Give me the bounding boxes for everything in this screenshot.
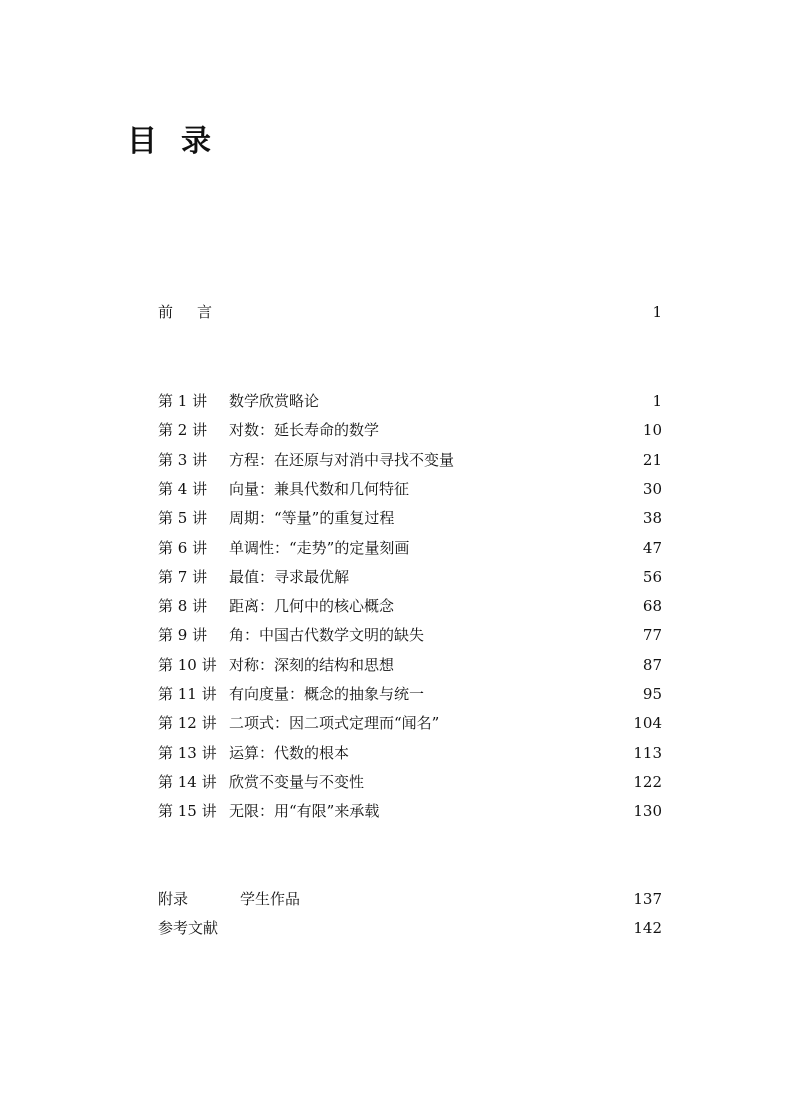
page-number: 47	[642, 538, 662, 557]
lecture-title: 最值：寻求最优解	[229, 567, 350, 586]
page-number: 10	[642, 421, 662, 440]
lecture-title: 对数：延长寿命的数学	[229, 421, 380, 440]
page-number: 68	[642, 597, 662, 616]
toc-entry-references[interactable]	[158, 916, 662, 940]
toc-entry-lecture[interactable]	[158, 536, 662, 560]
lecture-number: 第 7 讲	[158, 567, 208, 586]
page-number: 56	[642, 567, 662, 586]
lecture-title: 距离：几何中的核心概念	[229, 597, 395, 616]
toc-entry-lecture[interactable]	[158, 389, 662, 413]
lecture-number: 第 13 讲	[158, 743, 217, 762]
toc-entry-appendix[interactable]	[158, 887, 662, 911]
lecture-number: 第 14 讲	[158, 772, 217, 791]
lecture-title: 二项式：因二项式定理而“闻名”	[229, 714, 440, 733]
toc-entry-lecture[interactable]	[158, 653, 662, 677]
lecture-number: 第 4 讲	[158, 479, 208, 498]
toc-entry-preface[interactable]	[158, 300, 662, 324]
page-number: 142	[633, 919, 662, 937]
page-number: 77	[642, 626, 662, 645]
lecture-number: 第 8 讲	[158, 597, 208, 616]
lecture-title: 向量：兼具代数和几何特征	[229, 479, 410, 498]
toc-entry-lecture[interactable]	[158, 711, 662, 735]
lecture-title: 运算：代数的根本	[229, 743, 350, 762]
lecture-title: 无限：用“有限”来承载	[229, 802, 380, 821]
toc-entry-lecture[interactable]	[158, 594, 662, 618]
lecture-title: 周期：“等量”的重复过程	[229, 509, 395, 528]
page-number: 104	[633, 714, 662, 733]
preface-label: 前言	[158, 303, 237, 321]
page-number: 30	[642, 479, 662, 498]
lecture-title: 方程：在还原与对消中寻找不变量	[229, 450, 455, 469]
lecture-title: 数学欣赏略论	[229, 392, 320, 410]
appendix-label: 附录	[158, 890, 189, 908]
lecture-number: 第 15 讲	[158, 802, 217, 821]
toc-entry-lecture[interactable]	[158, 506, 662, 530]
toc-entry-lecture[interactable]	[158, 623, 662, 647]
lecture-title: 角：中国古代数学文明的缺失	[229, 626, 425, 645]
toc-entry-lecture[interactable]	[158, 682, 662, 706]
toc-entry-lecture[interactable]	[158, 799, 662, 823]
lecture-number: 第 5 讲	[158, 509, 208, 528]
page-title: 目录	[127, 124, 235, 159]
page-number: 122	[633, 772, 662, 791]
page-number: 130	[633, 802, 662, 821]
lecture-number: 第 3 讲	[158, 450, 208, 469]
lecture-number: 第 6 讲	[158, 538, 208, 557]
lecture-number: 第 9 讲	[158, 626, 208, 645]
lecture-title: 单调性：“走势”的定量刻画	[229, 538, 410, 557]
toc-entry-lecture[interactable]	[158, 477, 662, 501]
page-number: 21	[642, 450, 662, 469]
lecture-title: 有向度量：概念的抽象与统一	[229, 685, 425, 703]
lecture-number: 第 2 讲	[158, 421, 208, 440]
page-number: 87	[642, 655, 662, 674]
lecture-number: 第 1 讲	[158, 392, 208, 410]
lecture-title: 欣赏不变量与不变性	[229, 772, 365, 791]
toc-entry-lecture[interactable]	[158, 448, 662, 472]
page-number: 113	[633, 743, 662, 762]
references-label: 参考文献	[158, 919, 219, 937]
page-number: 137	[633, 890, 662, 908]
page-number: 1	[652, 303, 662, 321]
lecture-title: 对称：深刻的结构和思想	[229, 655, 395, 674]
page-number: 95	[642, 685, 662, 703]
toc-entry-lecture[interactable]	[158, 418, 662, 442]
lecture-number: 第 10 讲	[158, 655, 217, 674]
toc-entry-lecture[interactable]	[158, 770, 662, 794]
toc-entry-lecture[interactable]	[158, 741, 662, 765]
page-number: 38	[642, 509, 662, 528]
appendix-title: 学生作品	[240, 890, 301, 908]
lecture-number: 第 11 讲	[158, 685, 217, 703]
lecture-number: 第 12 讲	[158, 714, 217, 733]
page-number: 1	[652, 392, 662, 410]
toc-entry-lecture[interactable]	[158, 565, 662, 589]
